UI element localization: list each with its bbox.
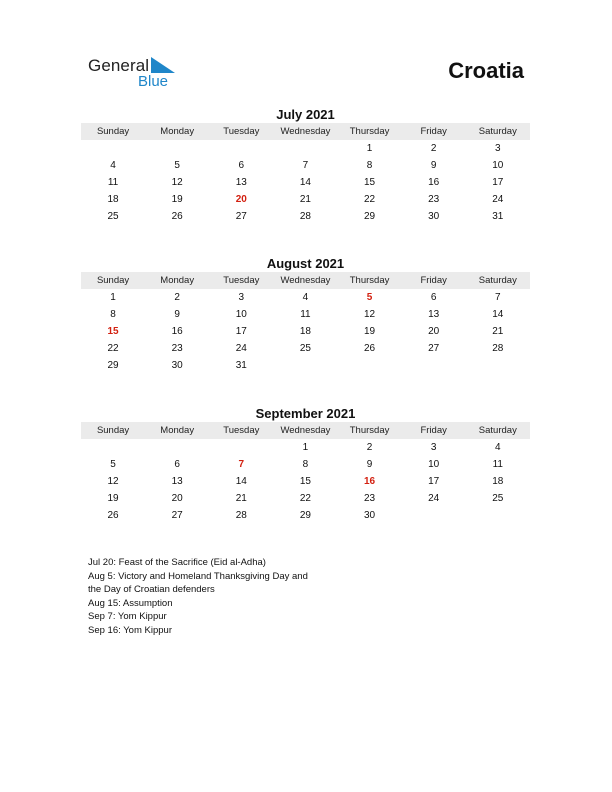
logo-triangle-icon [151, 57, 175, 73]
day-cell: 16 [428, 177, 440, 188]
empty-day-cell [145, 439, 209, 456]
weekday-header: Tuesday [209, 422, 273, 439]
day-cell: 8 [366, 160, 373, 171]
day-cell: 21 [492, 326, 504, 337]
holiday-notes [88, 556, 308, 638]
day-cell: 1 [110, 292, 116, 303]
weekday-header: Thursday [338, 422, 402, 439]
day-cell: 31 [492, 211, 504, 222]
month-calendar [81, 405, 530, 524]
empty-day-cell [145, 140, 209, 157]
day-cell: 6 [174, 459, 180, 470]
day-cell: 14 [492, 309, 504, 320]
holiday-note: Sep 16: Yom Kippur [88, 624, 172, 636]
holiday-note: the Day of Croatian defenders [88, 584, 215, 596]
month-calendar [81, 255, 530, 374]
day-cell: 5 [110, 459, 116, 470]
month-grid [81, 272, 530, 374]
logo [88, 56, 188, 92]
day-cell: 10 [492, 160, 504, 171]
day-cell: 13 [428, 309, 440, 320]
weekday-header: Thursday [338, 123, 402, 140]
day-cell: 27 [235, 211, 247, 222]
logo-general-text: General [88, 56, 150, 75]
day-cell: 4 [110, 160, 116, 171]
weekday-header: Friday [402, 123, 466, 140]
day-cell: 2 [430, 143, 437, 154]
empty-day-cell [273, 357, 337, 374]
weekday-header: Monday [145, 272, 209, 289]
weekday-header: Wednesday [273, 272, 337, 289]
weekday-header: Monday [145, 422, 209, 439]
day-cell: 25 [107, 211, 119, 222]
day-cell: 8 [110, 309, 116, 320]
day-cell: 24 [235, 343, 247, 354]
holiday-day-cell: 5 [366, 292, 373, 303]
day-cell: 23 [428, 194, 440, 205]
day-cell: 5 [174, 160, 180, 171]
day-cell: 1 [302, 442, 309, 453]
day-cell: 13 [235, 177, 247, 188]
weekday-header: Friday [402, 272, 466, 289]
holiday-day-cell: 7 [238, 459, 245, 470]
day-cell: 18 [299, 326, 311, 337]
weekday-header: Wednesday [273, 123, 337, 140]
day-cell: 16 [171, 326, 183, 337]
empty-day-cell [338, 357, 402, 374]
weekday-header: Sunday [81, 422, 145, 439]
day-cell: 27 [171, 510, 183, 521]
day-cell: 7 [302, 160, 309, 171]
holiday-note: Aug 15: Assumption [88, 597, 173, 609]
day-cell: 6 [430, 292, 437, 303]
day-cell: 14 [299, 177, 311, 188]
day-cell: 3 [238, 292, 245, 303]
day-cell: 17 [428, 476, 440, 487]
day-cell: 9 [366, 459, 373, 470]
day-cell: 29 [299, 510, 311, 521]
weekday-header: Thursday [338, 272, 402, 289]
day-cell: 9 [430, 160, 437, 171]
day-cell: 26 [107, 510, 119, 521]
day-cell: 12 [171, 177, 183, 188]
day-cell: 7 [495, 292, 501, 303]
weekday-header: Monday [145, 123, 209, 140]
day-cell: 9 [174, 309, 180, 320]
day-cell: 11 [300, 309, 311, 320]
day-cell: 2 [174, 292, 180, 303]
holiday-note: Aug 5: Victory and Homeland Thanksgiving Day and [88, 570, 308, 582]
day-cell: 6 [238, 160, 245, 171]
logo-blue-text: Blue [138, 73, 169, 90]
weekday-header: Saturday [466, 422, 530, 439]
day-cell: 21 [235, 493, 247, 504]
holiday-note: Jul 20: Feast of the Sacrifice (Eid al-Adha) [88, 557, 266, 568]
empty-day-cell [466, 507, 530, 524]
day-cell: 11 [107, 177, 119, 188]
day-cell: 30 [171, 360, 183, 371]
day-cell: 25 [299, 343, 311, 354]
day-cell: 17 [235, 326, 247, 337]
day-cell: 29 [364, 211, 376, 222]
day-cell: 30 [428, 211, 440, 222]
day-cell: 13 [171, 476, 183, 487]
weekday-header: Saturday [466, 272, 530, 289]
day-cell: 4 [302, 292, 309, 303]
day-cell: 8 [302, 459, 309, 470]
weekday-header: Sunday [81, 123, 145, 140]
day-cell: 26 [171, 211, 183, 222]
day-cell: 24 [492, 194, 504, 205]
day-cell: 3 [495, 143, 501, 154]
day-cell: 10 [428, 459, 440, 470]
day-cell: 20 [171, 493, 183, 504]
holiday-day-cell: 16 [364, 476, 376, 487]
day-cell: 1 [366, 143, 373, 154]
day-cell: 27 [428, 343, 440, 354]
month-title: July 2021 [276, 107, 335, 122]
day-cell: 10 [235, 309, 247, 320]
day-cell: 3 [430, 442, 437, 453]
weekday-header: Tuesday [209, 123, 273, 140]
month-calendar [81, 106, 530, 225]
day-cell: 19 [171, 194, 183, 205]
empty-day-cell [209, 140, 273, 157]
weekday-header: Saturday [466, 123, 530, 140]
holiday-day-cell: 15 [107, 326, 119, 337]
day-cell: 29 [107, 360, 119, 371]
day-cell: 14 [235, 476, 247, 487]
empty-day-cell [402, 357, 466, 374]
day-cell: 17 [492, 177, 504, 188]
month-title: August 2021 [266, 256, 345, 271]
day-cell: 24 [428, 493, 440, 504]
empty-day-cell [466, 357, 530, 374]
day-cell: 20 [428, 326, 440, 337]
country-title: Croatia [448, 58, 524, 83]
day-cell: 19 [364, 326, 376, 337]
empty-day-cell [81, 140, 145, 157]
day-cell: 23 [364, 493, 376, 504]
day-cell: 21 [299, 194, 311, 205]
day-cell: 12 [364, 309, 376, 320]
day-cell: 4 [495, 442, 501, 453]
day-cell: 12 [107, 476, 119, 487]
day-cell: 19 [107, 493, 119, 504]
day-cell: 22 [107, 343, 119, 354]
day-cell: 2 [366, 442, 373, 453]
empty-day-cell [209, 439, 273, 456]
weekday-header: Wednesday [273, 422, 337, 439]
day-cell: 28 [235, 510, 247, 521]
day-cell: 15 [364, 177, 376, 188]
day-cell: 30 [364, 510, 376, 521]
day-cell: 15 [299, 476, 311, 487]
day-cell: 11 [492, 459, 503, 470]
day-cell: 31 [235, 360, 247, 371]
weekday-header: Tuesday [209, 272, 273, 289]
day-cell: 22 [364, 194, 376, 205]
empty-day-cell [273, 140, 337, 157]
month-grid [81, 123, 530, 225]
empty-day-cell [402, 507, 466, 524]
day-cell: 25 [492, 493, 504, 504]
day-cell: 23 [171, 343, 183, 354]
day-cell: 18 [492, 476, 504, 487]
day-cell: 22 [299, 493, 311, 504]
day-cell: 18 [107, 194, 119, 205]
day-cell: 26 [364, 343, 376, 354]
month-grid [81, 422, 530, 524]
holiday-note: Sep 7: Yom Kippur [88, 611, 167, 623]
weekday-header: Friday [402, 422, 466, 439]
day-cell: 28 [299, 211, 311, 222]
empty-day-cell [81, 439, 145, 456]
holiday-day-cell: 20 [235, 194, 247, 205]
day-cell: 28 [492, 343, 504, 354]
weekday-header: Sunday [81, 272, 145, 289]
month-title: September 2021 [255, 406, 356, 421]
